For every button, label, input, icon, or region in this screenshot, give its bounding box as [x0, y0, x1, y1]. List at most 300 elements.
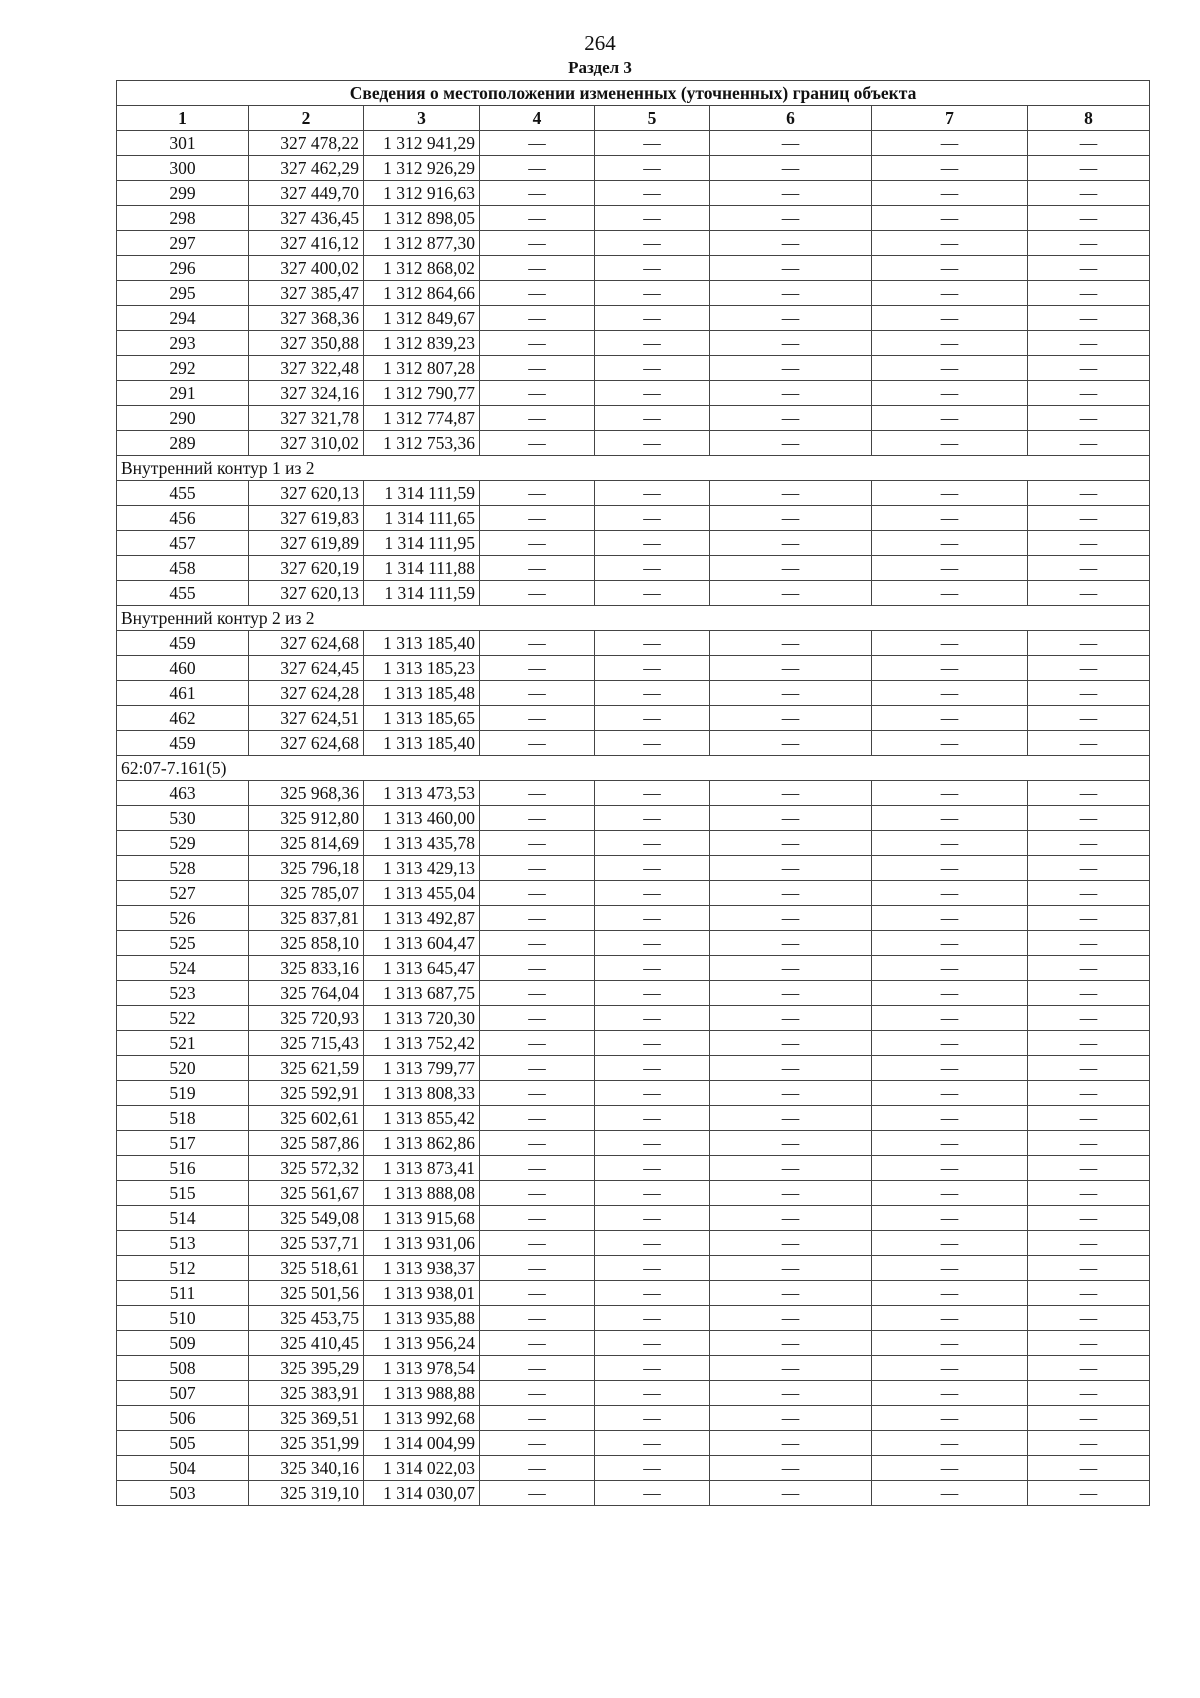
- empty-value-cell: —: [1028, 1331, 1150, 1356]
- empty-value-cell: —: [710, 856, 872, 881]
- empty-value-cell: —: [710, 1056, 872, 1081]
- y-coordinate-cell: 1 313 185,65: [364, 706, 480, 731]
- empty-value-cell: —: [872, 206, 1028, 231]
- contour-group-row: [117, 456, 1150, 481]
- empty-value-cell: —: [872, 981, 1028, 1006]
- point-number-cell: 292: [117, 356, 249, 381]
- empty-value-cell: —: [872, 556, 1028, 581]
- empty-value-cell: —: [872, 1206, 1028, 1231]
- y-coordinate-cell: 1 313 185,48: [364, 681, 480, 706]
- empty-value-cell: —: [1028, 1081, 1150, 1106]
- empty-value-cell: —: [480, 131, 595, 156]
- empty-value-cell: —: [710, 481, 872, 506]
- empty-value-cell: —: [480, 406, 595, 431]
- empty-value-cell: —: [480, 831, 595, 856]
- table-row: [117, 481, 1150, 506]
- empty-value-cell: —: [595, 131, 710, 156]
- y-coordinate-cell: 1 313 435,78: [364, 831, 480, 856]
- x-coordinate-cell: 327 620,19: [249, 556, 364, 581]
- y-coordinate-cell: 1 312 774,87: [364, 406, 480, 431]
- empty-value-cell: —: [595, 1056, 710, 1081]
- empty-value-cell: —: [1028, 706, 1150, 731]
- table-row: [117, 631, 1150, 656]
- x-coordinate-cell: 327 619,83: [249, 506, 364, 531]
- empty-value-cell: —: [1028, 331, 1150, 356]
- point-number-cell: 526: [117, 906, 249, 931]
- point-number-cell: 520: [117, 1056, 249, 1081]
- empty-value-cell: —: [595, 981, 710, 1006]
- x-coordinate-cell: 325 785,07: [249, 881, 364, 906]
- empty-value-cell: —: [872, 1056, 1028, 1081]
- y-coordinate-cell: 1 312 916,63: [364, 181, 480, 206]
- x-coordinate-cell: 327 624,45: [249, 656, 364, 681]
- empty-value-cell: —: [710, 356, 872, 381]
- empty-value-cell: —: [1028, 1006, 1150, 1031]
- empty-value-cell: —: [872, 906, 1028, 931]
- y-coordinate-cell: 1 314 111,88: [364, 556, 480, 581]
- empty-value-cell: —: [872, 131, 1028, 156]
- point-number-cell: 507: [117, 1381, 249, 1406]
- empty-value-cell: —: [595, 356, 710, 381]
- empty-value-cell: —: [595, 1281, 710, 1306]
- empty-value-cell: —: [1028, 1131, 1150, 1156]
- table-row: [117, 706, 1150, 731]
- y-coordinate-cell: 1 313 492,87: [364, 906, 480, 931]
- empty-value-cell: —: [595, 206, 710, 231]
- empty-value-cell: —: [872, 1306, 1028, 1331]
- empty-value-cell: —: [595, 1206, 710, 1231]
- x-coordinate-cell: 327 624,28: [249, 681, 364, 706]
- empty-value-cell: —: [710, 1106, 872, 1131]
- empty-value-cell: —: [480, 1306, 595, 1331]
- x-coordinate-cell: 327 368,36: [249, 306, 364, 331]
- empty-value-cell: —: [872, 1156, 1028, 1181]
- y-coordinate-cell: 1 313 988,88: [364, 1381, 480, 1406]
- empty-value-cell: —: [710, 1206, 872, 1231]
- empty-value-cell: —: [1028, 306, 1150, 331]
- y-coordinate-cell: 1 312 877,30: [364, 231, 480, 256]
- empty-value-cell: —: [872, 931, 1028, 956]
- table-row: [117, 831, 1150, 856]
- column-header: 1: [117, 106, 249, 131]
- y-coordinate-cell: 1 314 111,59: [364, 481, 480, 506]
- y-coordinate-cell: 1 314 111,65: [364, 506, 480, 531]
- x-coordinate-cell: 327 624,68: [249, 731, 364, 756]
- table-row: [117, 981, 1150, 1006]
- empty-value-cell: —: [480, 681, 595, 706]
- table-row: [117, 1181, 1150, 1206]
- empty-value-cell: —: [710, 881, 872, 906]
- empty-value-cell: —: [1028, 856, 1150, 881]
- x-coordinate-cell: 325 518,61: [249, 1256, 364, 1281]
- empty-value-cell: —: [595, 1456, 710, 1481]
- empty-value-cell: —: [1028, 181, 1150, 206]
- contour-group-row: [117, 606, 1150, 631]
- empty-value-cell: —: [480, 1256, 595, 1281]
- empty-value-cell: —: [480, 431, 595, 456]
- empty-value-cell: —: [595, 881, 710, 906]
- y-coordinate-cell: 1 313 185,40: [364, 731, 480, 756]
- table-row: [117, 256, 1150, 281]
- point-number-cell: 515: [117, 1181, 249, 1206]
- empty-value-cell: —: [872, 1231, 1028, 1256]
- empty-value-cell: —: [872, 581, 1028, 606]
- empty-value-cell: —: [710, 1356, 872, 1381]
- empty-value-cell: —: [480, 956, 595, 981]
- empty-value-cell: —: [872, 1481, 1028, 1506]
- empty-value-cell: —: [1028, 1056, 1150, 1081]
- table-row: [117, 906, 1150, 931]
- x-coordinate-cell: 325 369,51: [249, 1406, 364, 1431]
- empty-value-cell: —: [872, 1331, 1028, 1356]
- empty-value-cell: —: [595, 831, 710, 856]
- y-coordinate-cell: 1 313 645,47: [364, 956, 480, 981]
- empty-value-cell: —: [595, 406, 710, 431]
- empty-value-cell: —: [1028, 356, 1150, 381]
- empty-value-cell: —: [1028, 1306, 1150, 1331]
- empty-value-cell: —: [595, 156, 710, 181]
- empty-value-cell: —: [480, 156, 595, 181]
- empty-value-cell: —: [480, 706, 595, 731]
- y-coordinate-cell: 1 314 030,07: [364, 1481, 480, 1506]
- point-number-cell: 298: [117, 206, 249, 231]
- y-coordinate-cell: 1 313 604,47: [364, 931, 480, 956]
- contour-group-row: [117, 756, 1150, 781]
- empty-value-cell: —: [710, 131, 872, 156]
- point-number-cell: 513: [117, 1231, 249, 1256]
- empty-value-cell: —: [710, 1381, 872, 1406]
- empty-value-cell: —: [595, 1181, 710, 1206]
- y-coordinate-cell: 1 313 460,00: [364, 806, 480, 831]
- y-coordinate-cell: 1 312 926,29: [364, 156, 480, 181]
- x-coordinate-cell: 325 549,08: [249, 1206, 364, 1231]
- empty-value-cell: —: [480, 1056, 595, 1081]
- point-number-cell: 524: [117, 956, 249, 981]
- x-coordinate-cell: 327 624,68: [249, 631, 364, 656]
- empty-value-cell: —: [595, 931, 710, 956]
- empty-value-cell: —: [710, 706, 872, 731]
- table-row: [117, 231, 1150, 256]
- table-row: [117, 1431, 1150, 1456]
- x-coordinate-cell: 325 602,61: [249, 1106, 364, 1131]
- table-caption: Сведения о местоположении измененных (уточненных) границ объекта: [117, 81, 1150, 106]
- table-row: [117, 1281, 1150, 1306]
- empty-value-cell: —: [480, 1281, 595, 1306]
- empty-value-cell: —: [595, 1156, 710, 1181]
- point-number-cell: 503: [117, 1481, 249, 1506]
- empty-value-cell: —: [480, 1381, 595, 1406]
- column-header: 7: [872, 106, 1028, 131]
- empty-value-cell: —: [872, 531, 1028, 556]
- empty-value-cell: —: [710, 631, 872, 656]
- empty-value-cell: —: [1028, 131, 1150, 156]
- x-coordinate-cell: 325 587,86: [249, 1131, 364, 1156]
- section-title: Раздел 3: [568, 58, 632, 77]
- x-coordinate-cell: 325 621,59: [249, 1056, 364, 1081]
- point-number-cell: 529: [117, 831, 249, 856]
- empty-value-cell: —: [480, 1006, 595, 1031]
- empty-value-cell: —: [710, 206, 872, 231]
- table-row: [117, 1081, 1150, 1106]
- empty-value-cell: —: [595, 531, 710, 556]
- table-row: [117, 1156, 1150, 1181]
- empty-value-cell: —: [1028, 481, 1150, 506]
- empty-value-cell: —: [872, 781, 1028, 806]
- table-row: [117, 856, 1150, 881]
- empty-value-cell: —: [1028, 1206, 1150, 1231]
- empty-value-cell: —: [872, 706, 1028, 731]
- table-row: [117, 1456, 1150, 1481]
- empty-value-cell: —: [710, 1181, 872, 1206]
- x-coordinate-cell: 327 400,02: [249, 256, 364, 281]
- empty-value-cell: —: [1028, 781, 1150, 806]
- column-header: 4: [480, 106, 595, 131]
- empty-value-cell: —: [872, 1456, 1028, 1481]
- empty-value-cell: —: [872, 356, 1028, 381]
- contour-group-label: Внутренний контур 1 из 2: [117, 456, 1150, 481]
- empty-value-cell: —: [872, 481, 1028, 506]
- empty-value-cell: —: [595, 1256, 710, 1281]
- empty-value-cell: —: [480, 1356, 595, 1381]
- x-coordinate-cell: 327 478,22: [249, 131, 364, 156]
- x-coordinate-cell: 325 351,99: [249, 1431, 364, 1456]
- empty-value-cell: —: [710, 1456, 872, 1481]
- point-number-cell: 293: [117, 331, 249, 356]
- point-number-cell: 528: [117, 856, 249, 881]
- empty-value-cell: —: [710, 306, 872, 331]
- x-coordinate-cell: 325 720,93: [249, 1006, 364, 1031]
- empty-value-cell: —: [480, 181, 595, 206]
- y-coordinate-cell: 1 313 938,01: [364, 1281, 480, 1306]
- empty-value-cell: —: [1028, 1431, 1150, 1456]
- x-coordinate-cell: 325 968,36: [249, 781, 364, 806]
- empty-value-cell: —: [480, 1481, 595, 1506]
- point-number-cell: 525: [117, 931, 249, 956]
- point-number-cell: 456: [117, 506, 249, 531]
- table-row: [117, 206, 1150, 231]
- x-coordinate-cell: 325 814,69: [249, 831, 364, 856]
- empty-value-cell: —: [872, 1006, 1028, 1031]
- table-row: [117, 1481, 1150, 1506]
- empty-value-cell: —: [710, 1031, 872, 1056]
- empty-value-cell: —: [595, 1031, 710, 1056]
- x-coordinate-cell: 325 572,32: [249, 1156, 364, 1181]
- empty-value-cell: —: [872, 1081, 1028, 1106]
- x-coordinate-cell: 325 340,16: [249, 1456, 364, 1481]
- column-header-row: [117, 106, 1150, 131]
- empty-value-cell: —: [595, 481, 710, 506]
- empty-value-cell: —: [710, 181, 872, 206]
- x-coordinate-cell: 327 324,16: [249, 381, 364, 406]
- empty-value-cell: —: [710, 1081, 872, 1106]
- empty-value-cell: —: [710, 556, 872, 581]
- point-number-cell: 530: [117, 806, 249, 831]
- x-coordinate-cell: 327 310,02: [249, 431, 364, 456]
- y-coordinate-cell: 1 313 799,77: [364, 1056, 480, 1081]
- point-number-cell: 523: [117, 981, 249, 1006]
- table-row: [117, 531, 1150, 556]
- y-coordinate-cell: 1 314 022,03: [364, 1456, 480, 1481]
- point-number-cell: 291: [117, 381, 249, 406]
- empty-value-cell: —: [1028, 1031, 1150, 1056]
- x-coordinate-cell: 325 912,80: [249, 806, 364, 831]
- empty-value-cell: —: [480, 281, 595, 306]
- table-row: [117, 1006, 1150, 1031]
- table-body: [117, 131, 1150, 1506]
- point-number-cell: 299: [117, 181, 249, 206]
- empty-value-cell: —: [595, 1106, 710, 1131]
- point-number-cell: 294: [117, 306, 249, 331]
- table-row: [117, 1381, 1150, 1406]
- empty-value-cell: —: [595, 1306, 710, 1331]
- empty-value-cell: —: [872, 1106, 1028, 1131]
- table-row: [117, 806, 1150, 831]
- empty-value-cell: —: [872, 1181, 1028, 1206]
- empty-value-cell: —: [872, 731, 1028, 756]
- point-number-cell: 455: [117, 581, 249, 606]
- point-number-cell: 512: [117, 1256, 249, 1281]
- empty-value-cell: —: [480, 356, 595, 381]
- empty-value-cell: —: [480, 1206, 595, 1231]
- x-coordinate-cell: 327 385,47: [249, 281, 364, 306]
- point-number-cell: 290: [117, 406, 249, 431]
- point-number-cell: 289: [117, 431, 249, 456]
- y-coordinate-cell: 1 312 849,67: [364, 306, 480, 331]
- table-row: [117, 1406, 1150, 1431]
- empty-value-cell: —: [710, 731, 872, 756]
- table-row: [117, 406, 1150, 431]
- x-coordinate-cell: 325 383,91: [249, 1381, 364, 1406]
- x-coordinate-cell: 325 395,29: [249, 1356, 364, 1381]
- empty-value-cell: —: [710, 1306, 872, 1331]
- y-coordinate-cell: 1 313 938,37: [364, 1256, 480, 1281]
- point-number-cell: 460: [117, 656, 249, 681]
- empty-value-cell: —: [872, 681, 1028, 706]
- point-number-cell: 508: [117, 1356, 249, 1381]
- column-header: 8: [1028, 106, 1150, 131]
- x-coordinate-cell: 327 462,29: [249, 156, 364, 181]
- table-row: [117, 681, 1150, 706]
- empty-value-cell: —: [1028, 1456, 1150, 1481]
- x-coordinate-cell: 327 449,70: [249, 181, 364, 206]
- x-coordinate-cell: 327 620,13: [249, 581, 364, 606]
- point-number-cell: 455: [117, 481, 249, 506]
- y-coordinate-cell: 1 313 956,24: [364, 1331, 480, 1356]
- empty-value-cell: —: [1028, 1481, 1150, 1506]
- empty-value-cell: —: [480, 331, 595, 356]
- empty-value-cell: —: [595, 381, 710, 406]
- point-number-cell: 301: [117, 131, 249, 156]
- empty-value-cell: —: [1028, 231, 1150, 256]
- empty-value-cell: —: [872, 856, 1028, 881]
- y-coordinate-cell: 1 312 807,28: [364, 356, 480, 381]
- empty-value-cell: —: [872, 1381, 1028, 1406]
- empty-value-cell: —: [710, 1406, 872, 1431]
- empty-value-cell: —: [710, 1006, 872, 1031]
- empty-value-cell: —: [1028, 531, 1150, 556]
- x-coordinate-cell: 327 624,51: [249, 706, 364, 731]
- empty-value-cell: —: [710, 681, 872, 706]
- empty-value-cell: —: [1028, 1356, 1150, 1381]
- empty-value-cell: —: [595, 631, 710, 656]
- empty-value-cell: —: [595, 1081, 710, 1106]
- empty-value-cell: —: [872, 431, 1028, 456]
- empty-value-cell: —: [710, 1331, 872, 1356]
- empty-value-cell: —: [872, 181, 1028, 206]
- empty-value-cell: —: [872, 331, 1028, 356]
- point-number-cell: 297: [117, 231, 249, 256]
- x-coordinate-cell: 325 319,10: [249, 1481, 364, 1506]
- y-coordinate-cell: 1 313 862,86: [364, 1131, 480, 1156]
- table-row: [117, 1206, 1150, 1231]
- empty-value-cell: —: [710, 381, 872, 406]
- empty-value-cell: —: [595, 581, 710, 606]
- table-row: [117, 131, 1150, 156]
- y-coordinate-cell: 1 314 111,95: [364, 531, 480, 556]
- column-header: 5: [595, 106, 710, 131]
- empty-value-cell: —: [595, 681, 710, 706]
- empty-value-cell: —: [595, 1231, 710, 1256]
- empty-value-cell: —: [595, 956, 710, 981]
- point-number-cell: 459: [117, 631, 249, 656]
- empty-value-cell: —: [710, 1431, 872, 1456]
- empty-value-cell: —: [872, 381, 1028, 406]
- empty-value-cell: —: [1028, 206, 1150, 231]
- x-coordinate-cell: 327 350,88: [249, 331, 364, 356]
- empty-value-cell: —: [710, 956, 872, 981]
- empty-value-cell: —: [872, 281, 1028, 306]
- y-coordinate-cell: 1 313 429,13: [364, 856, 480, 881]
- x-coordinate-cell: 325 833,16: [249, 956, 364, 981]
- empty-value-cell: —: [1028, 1256, 1150, 1281]
- empty-value-cell: —: [480, 981, 595, 1006]
- table-row: [117, 331, 1150, 356]
- x-coordinate-cell: 325 561,67: [249, 1181, 364, 1206]
- contour-group-label: 62:07-7.161(5): [117, 756, 1150, 781]
- empty-value-cell: —: [480, 1406, 595, 1431]
- y-coordinate-cell: 1 313 473,53: [364, 781, 480, 806]
- table-caption-row: [117, 81, 1150, 106]
- x-coordinate-cell: 325 764,04: [249, 981, 364, 1006]
- empty-value-cell: —: [872, 631, 1028, 656]
- empty-value-cell: —: [595, 1381, 710, 1406]
- empty-value-cell: —: [480, 581, 595, 606]
- x-coordinate-cell: 325 410,45: [249, 1331, 364, 1356]
- empty-value-cell: —: [1028, 881, 1150, 906]
- empty-value-cell: —: [1028, 406, 1150, 431]
- empty-value-cell: —: [710, 231, 872, 256]
- empty-value-cell: —: [595, 331, 710, 356]
- empty-value-cell: —: [1028, 506, 1150, 531]
- empty-value-cell: —: [710, 931, 872, 956]
- x-coordinate-cell: 325 858,10: [249, 931, 364, 956]
- table-row: [117, 1356, 1150, 1381]
- y-coordinate-cell: 1 312 839,23: [364, 331, 480, 356]
- empty-value-cell: —: [595, 431, 710, 456]
- empty-value-cell: —: [872, 831, 1028, 856]
- empty-value-cell: —: [710, 1231, 872, 1256]
- empty-value-cell: —: [710, 1281, 872, 1306]
- column-header: 6: [710, 106, 872, 131]
- point-number-cell: 463: [117, 781, 249, 806]
- empty-value-cell: —: [595, 1331, 710, 1356]
- empty-value-cell: —: [1028, 1231, 1150, 1256]
- empty-value-cell: —: [480, 856, 595, 881]
- empty-value-cell: —: [595, 1356, 710, 1381]
- point-number-cell: 295: [117, 281, 249, 306]
- empty-value-cell: —: [710, 581, 872, 606]
- y-coordinate-cell: 1 313 687,75: [364, 981, 480, 1006]
